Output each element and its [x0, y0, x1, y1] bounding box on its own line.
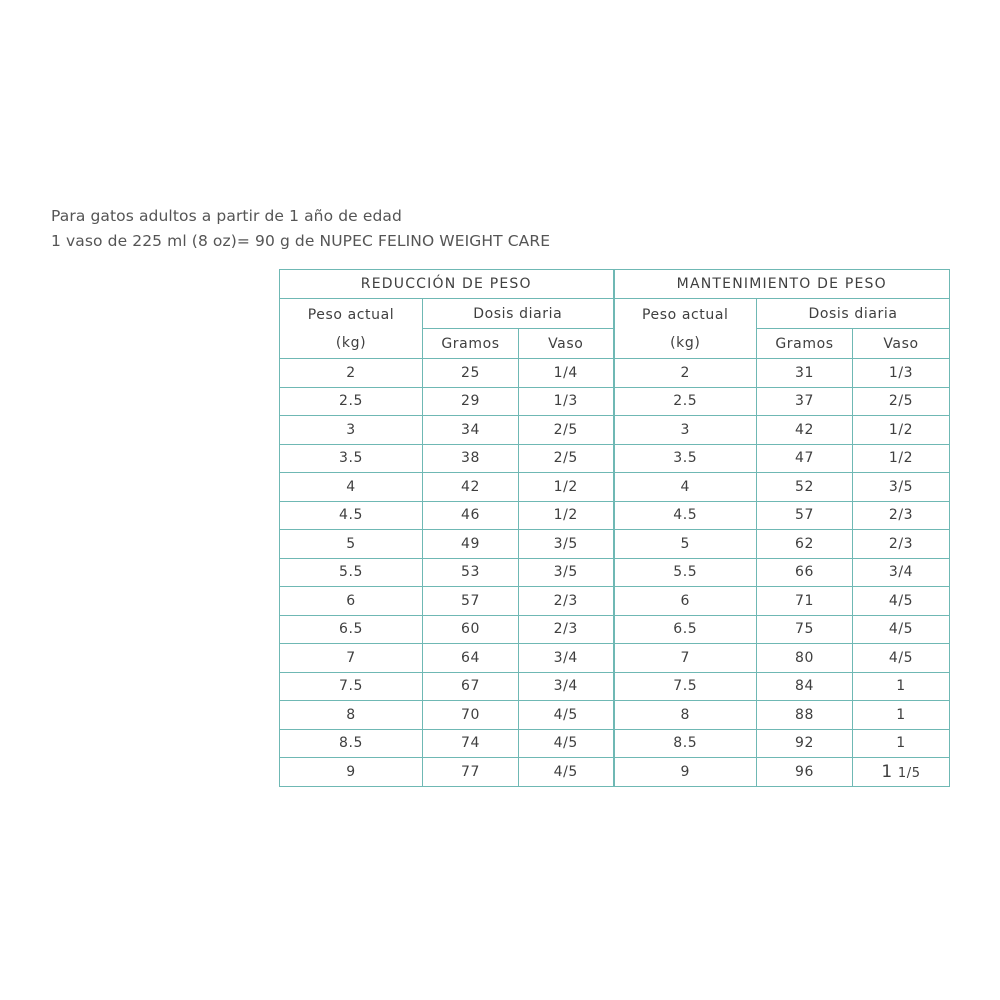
- cell-gramos-m: 75: [757, 615, 853, 644]
- table-row: [280, 359, 950, 388]
- cell-gramos-r: 67: [423, 672, 519, 701]
- intro-line-2: 1 vaso de 225 ml (8 oz)= 90 g de NUPEC FELINO WEIGHT CARE: [51, 232, 551, 250]
- cell-gramos-r: 53: [423, 558, 519, 587]
- cell-gramos-r: 77: [423, 758, 519, 787]
- cell-vaso-r: 2/3: [519, 587, 614, 616]
- cell-peso-r: 6.5: [280, 615, 423, 644]
- cell-vaso-m: 4/5: [853, 615, 950, 644]
- cell-peso-m: 6: [614, 587, 757, 616]
- cell-peso-r: 4.5: [280, 501, 423, 530]
- cell-peso-r: 5: [280, 530, 423, 559]
- table-row: [280, 473, 950, 502]
- cell-peso-r: 5.5: [280, 558, 423, 587]
- peso-unit-label: (kg): [670, 334, 701, 351]
- table-row: [280, 672, 950, 701]
- col-header-gramos-r: Gramos: [423, 329, 519, 359]
- col-header-vaso-r: Vaso: [519, 329, 614, 359]
- cell-gramos-r: 42: [423, 473, 519, 502]
- cell-gramos-m: 92: [757, 729, 853, 758]
- peso-unit-label: (kg): [335, 334, 367, 351]
- intro-line-1: Para gatos adultos a partir de 1 año de edad: [51, 207, 402, 225]
- cell-peso-m: 6.5: [614, 615, 757, 644]
- table-group-header-row: [280, 270, 950, 299]
- table-row: [280, 701, 950, 730]
- table-row: [280, 387, 950, 416]
- cell-peso-m: 4: [614, 473, 757, 502]
- cell-peso-m: 5: [614, 530, 757, 559]
- cell-vaso-r: 4/5: [519, 758, 614, 787]
- cell-gramos-r: 29: [423, 387, 519, 416]
- cell-gramos-m: 71: [757, 587, 853, 616]
- cell-gramos-r: 38: [423, 444, 519, 473]
- cell-gramos-m: 47: [757, 444, 853, 473]
- vaso-whole-number: 1: [881, 761, 893, 782]
- table-body: [280, 359, 950, 787]
- table-row: [280, 615, 950, 644]
- col-header-peso-actual-r: [280, 299, 423, 359]
- table-row: [280, 501, 950, 530]
- cell-gramos-r: 74: [423, 729, 519, 758]
- cell-gramos-m: 31: [757, 359, 853, 388]
- cell-vaso-m: 2/3: [853, 501, 950, 530]
- cell-vaso-m: [853, 758, 950, 787]
- table-row: [280, 416, 950, 445]
- cell-gramos-m: 84: [757, 672, 853, 701]
- cell-vaso-m: 4/5: [853, 587, 950, 616]
- cell-gramos-r: 46: [423, 501, 519, 530]
- cell-peso-m: 4.5: [614, 501, 757, 530]
- cell-gramos-r: 34: [423, 416, 519, 445]
- col-header-peso-actual-m: [614, 299, 757, 359]
- cell-peso-m: 5.5: [614, 558, 757, 587]
- cell-gramos-m: 57: [757, 501, 853, 530]
- cell-peso-m: 3.5: [614, 444, 757, 473]
- cell-gramos-r: 60: [423, 615, 519, 644]
- cell-vaso-r: 4/5: [519, 701, 614, 730]
- cell-gramos-r: 25: [423, 359, 519, 388]
- cell-vaso-r: 3/4: [519, 672, 614, 701]
- cell-peso-r: 7: [280, 644, 423, 673]
- peso-actual-label: Peso actual: [307, 306, 395, 323]
- cell-vaso-m: 2/3: [853, 530, 950, 559]
- cell-gramos-m: 52: [757, 473, 853, 502]
- table-row: [280, 644, 950, 673]
- cell-peso-m: 9: [614, 758, 757, 787]
- cell-peso-r: 6: [280, 587, 423, 616]
- cell-gramos-m: 37: [757, 387, 853, 416]
- table-row: [280, 587, 950, 616]
- table-row: [280, 558, 950, 587]
- cell-peso-m: 3: [614, 416, 757, 445]
- cell-vaso-m: 1: [853, 729, 950, 758]
- cell-peso-m: 8: [614, 701, 757, 730]
- cell-vaso-m: 1/2: [853, 444, 950, 473]
- cell-peso-m: 7.5: [614, 672, 757, 701]
- cell-peso-r: 3.5: [280, 444, 423, 473]
- cell-gramos-m: 88: [757, 701, 853, 730]
- cell-vaso-m: 3/5: [853, 473, 950, 502]
- cell-gramos-r: 49: [423, 530, 519, 559]
- cell-peso-m: 8.5: [614, 729, 757, 758]
- cell-peso-r: 4: [280, 473, 423, 502]
- cell-gramos-r: 70: [423, 701, 519, 730]
- cell-vaso-r: 4/5: [519, 729, 614, 758]
- cell-vaso-r: 3/5: [519, 530, 614, 559]
- table-row: [280, 758, 950, 787]
- cell-vaso-r: 2/5: [519, 416, 614, 445]
- cell-vaso-m: 1: [853, 672, 950, 701]
- cell-gramos-r: 57: [423, 587, 519, 616]
- cell-gramos-m: 42: [757, 416, 853, 445]
- col-header-vaso-m: Vaso: [853, 329, 950, 359]
- cell-gramos-m: 96: [757, 758, 853, 787]
- table-row: [280, 530, 950, 559]
- feeding-table: [279, 269, 950, 787]
- cell-gramos-m: 80: [757, 644, 853, 673]
- group-header-reduccion: REDUCCIÓN DE PESO: [280, 270, 614, 299]
- cell-vaso-r: 1/3: [519, 387, 614, 416]
- vaso-fraction: 1/5: [897, 765, 921, 781]
- cell-vaso-r: 1/2: [519, 473, 614, 502]
- cell-gramos-r: 64: [423, 644, 519, 673]
- cell-vaso-r: 3/5: [519, 558, 614, 587]
- col-header-dosis-diaria-m: Dosis diaria: [757, 299, 950, 329]
- cell-gramos-m: 66: [757, 558, 853, 587]
- table-row: [280, 729, 950, 758]
- cell-vaso-r: 1/2: [519, 501, 614, 530]
- cell-vaso-m: 1/2: [853, 416, 950, 445]
- cell-vaso-r: 1/4: [519, 359, 614, 388]
- cell-vaso-m: 1/3: [853, 359, 950, 388]
- group-header-mantenimiento: MANTENIMIENTO DE PESO: [614, 270, 950, 299]
- cell-vaso-r: 2/3: [519, 615, 614, 644]
- cell-peso-r: 2.5: [280, 387, 423, 416]
- table-subheader-row: [280, 299, 950, 329]
- cell-peso-r: 3: [280, 416, 423, 445]
- cell-peso-r: 2: [280, 359, 423, 388]
- cell-peso-r: 8: [280, 701, 423, 730]
- cell-peso-m: 7: [614, 644, 757, 673]
- cell-vaso-m: 3/4: [853, 558, 950, 587]
- table-row: [280, 444, 950, 473]
- col-header-gramos-m: Gramos: [757, 329, 853, 359]
- cell-peso-m: 2.5: [614, 387, 757, 416]
- intro-text: [51, 204, 550, 254]
- cell-peso-m: 2: [614, 359, 757, 388]
- cell-vaso-r: 3/4: [519, 644, 614, 673]
- cell-peso-r: 9: [280, 758, 423, 787]
- cell-peso-r: 8.5: [280, 729, 423, 758]
- cell-vaso-m: 1: [853, 701, 950, 730]
- cell-peso-r: 7.5: [280, 672, 423, 701]
- cell-vaso-r: 2/5: [519, 444, 614, 473]
- cell-gramos-m: 62: [757, 530, 853, 559]
- cell-vaso-m: 2/5: [853, 387, 950, 416]
- peso-actual-label: Peso actual: [641, 306, 729, 323]
- cell-vaso-m: 4/5: [853, 644, 950, 673]
- col-header-dosis-diaria-r: Dosis diaria: [423, 299, 614, 329]
